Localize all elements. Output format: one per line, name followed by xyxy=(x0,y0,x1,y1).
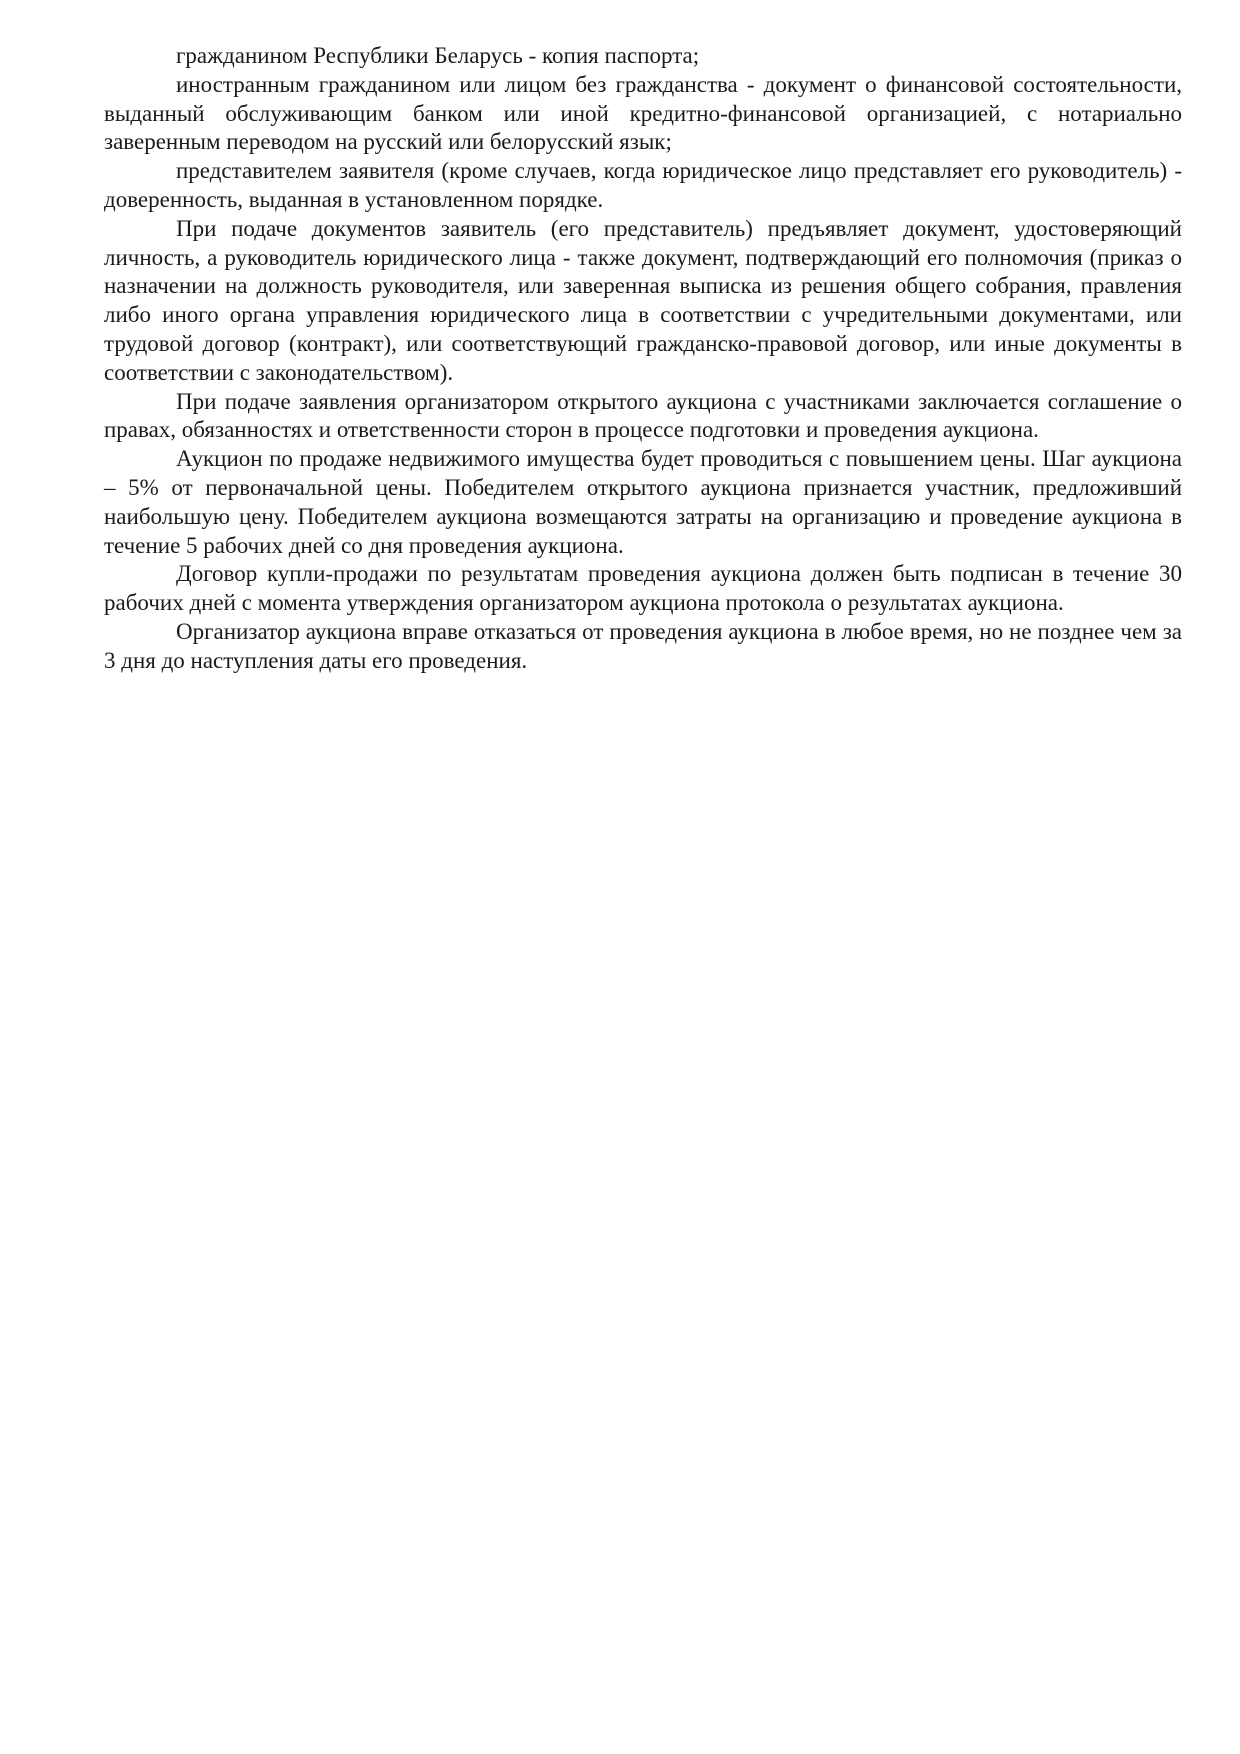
paragraph-passport-citizen: гражданином Республики Беларусь - копия паспорта; xyxy=(176,43,700,68)
paragraph-document-submission: При подаче документов заявитель (его представитель) предъявляет документ, удостоверяющий личность, а руководитель юридического лица - также документ, подтверждающий его полномочия (приказ о назначении на должность руководителя, или заверенная выписка из решения общего собрания, правления либо иного органа управления юридического лица в соответствии с учредительными документами, или трудовой договор (контракт), или соответствующий гражданско-правовой договор, или иные документы в соответствии с законодательством). xyxy=(104,215,1182,385)
paragraph-foreign-citizen: иностранным гражданином или лицом без гражданства - документ о финансовой состоятельности, выданный обслуживающим банком или иной кредитно-финансовой организацией, с нотариально заверенным переводом на русский или белорусский язык; xyxy=(104,71,1182,155)
paragraph-agreement: При подаче заявления организатором открытого аукциона с участниками заключается соглашение о правах, обязанностях и ответственности сторон в процессе подготовки и проведения аукциона. xyxy=(104,388,1182,443)
paragraph-sale-contract: Договор купли-продажи по результатам проведения аукциона должен быть подписан в течение 30 рабочих дней с момента утверждения организатором аукциона протокола о результатах аукциона. xyxy=(104,561,1182,616)
paragraph-cancellation: Организатор аукциона вправе отказаться от проведения аукциона в любое время, но не позднее чем за 3 дня до наступления даты его проведения. xyxy=(104,618,1182,673)
paragraph-representative: представителем заявителя (кроме случаев, когда юридическое лицо представляет его руководитель) - доверенность, выданная в установленном порядке. xyxy=(104,158,1182,212)
document-body xyxy=(104,42,1182,676)
paragraph-auction-terms: Аукцион по продаже недвижимого имущества будет проводиться с повышением цены. Шаг аукциона – 5% от первоначальной цены. Победителем открытого аукциона признается участник, предложивший наибольшую цену. Победителем аукциона возмещаются затраты на организацию и проведение аукциона в течение 5 рабочих дней со дня проведения аукциона. xyxy=(104,446,1182,558)
